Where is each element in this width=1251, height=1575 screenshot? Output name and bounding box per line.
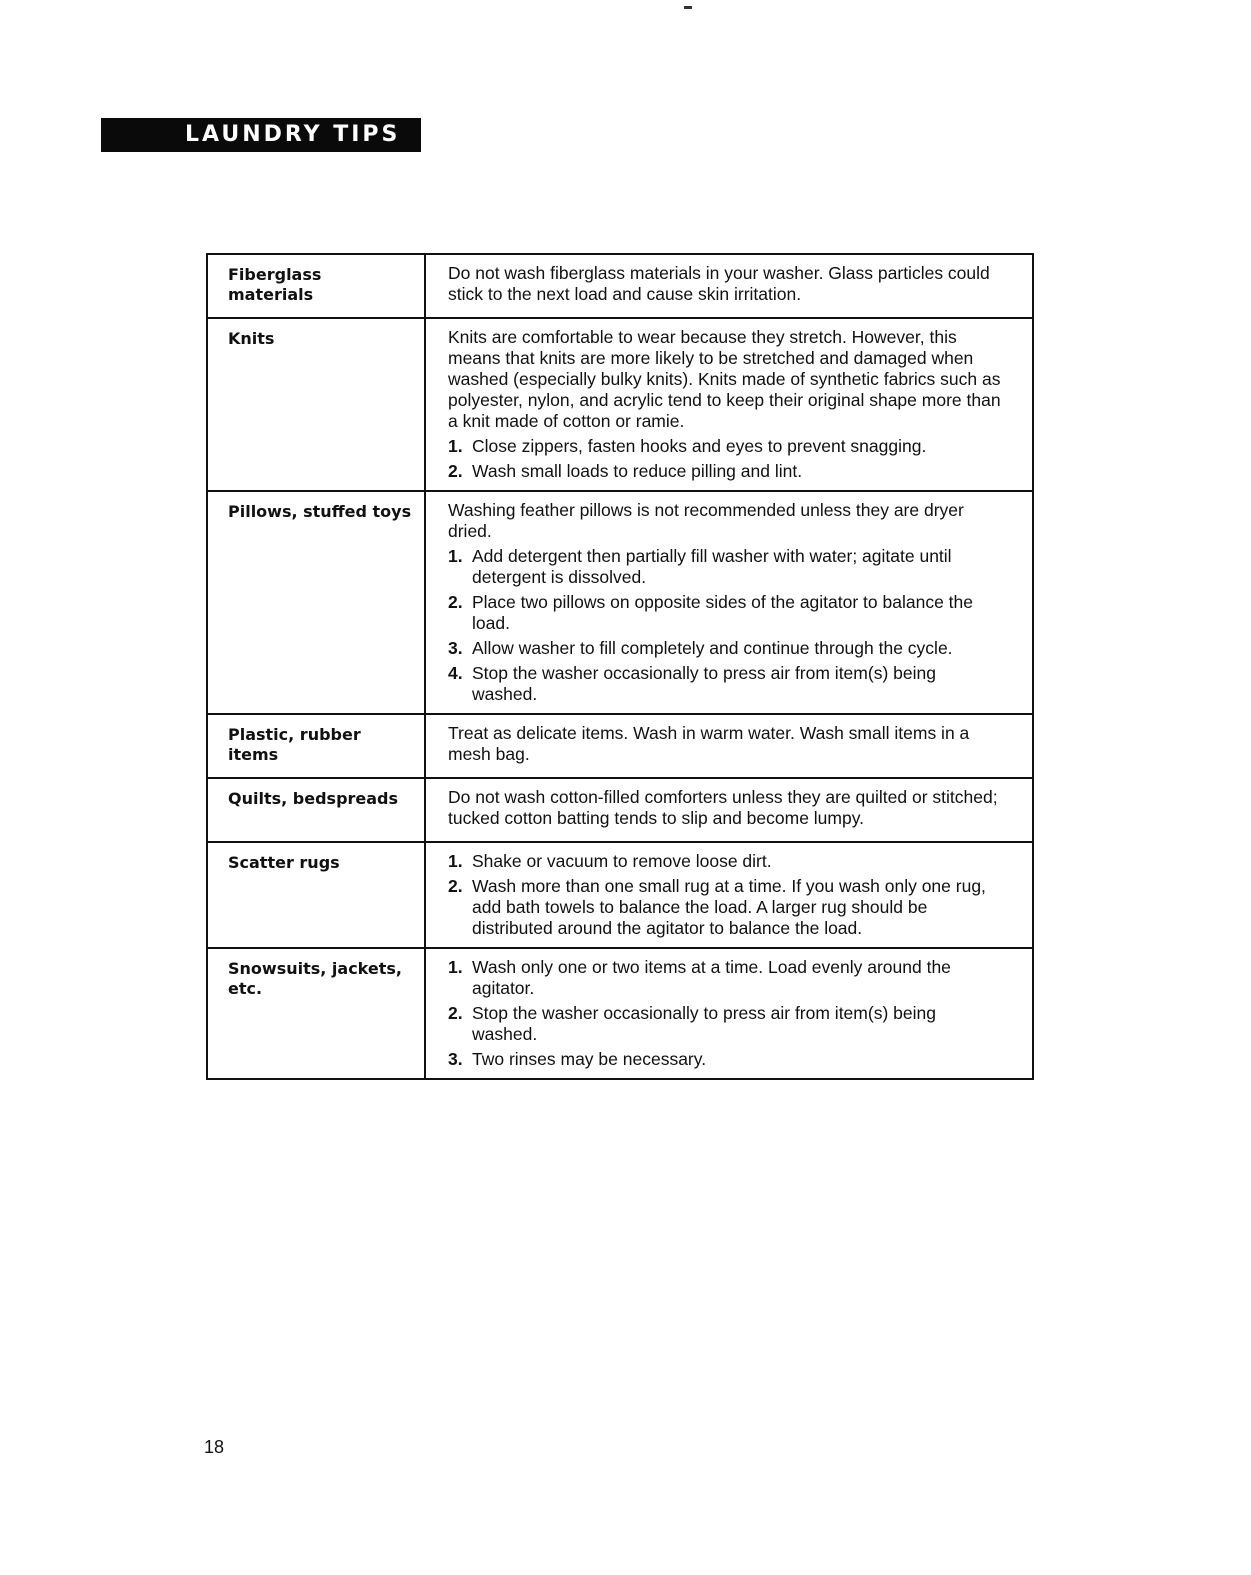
step-item <box>448 876 1002 939</box>
step-text: Stop the washer occasionally to press air from item(s) being washed. <box>472 1003 936 1044</box>
detail-cell <box>425 948 1033 1079</box>
table-row <box>207 842 1033 948</box>
detail-cell <box>425 714 1033 778</box>
table-row <box>207 714 1033 778</box>
step-text: Wash small loads to reduce pilling and lint. <box>472 461 803 481</box>
topic-label: Fiberglass materials <box>228 265 322 304</box>
step-item <box>448 663 1002 705</box>
topic-cell <box>207 948 425 1079</box>
laundry-tips-table <box>206 253 1034 1080</box>
step-number: 3. <box>448 638 463 658</box>
detail-cell <box>425 318 1033 491</box>
detail-cell <box>425 491 1033 714</box>
step-text: Two rinses may be necessary. <box>472 1049 707 1069</box>
step-number: 1. <box>448 436 463 456</box>
step-text: Close zippers, fasten hooks and eyes to prevent snagging. <box>472 436 927 456</box>
step-list <box>448 436 1002 482</box>
step-list <box>448 546 1002 705</box>
step-list <box>448 957 1002 1070</box>
section-title: LAUNDRY TIPS <box>185 122 401 147</box>
topic-cell <box>207 842 425 948</box>
step-text: Stop the washer occasionally to press air from item(s) being washed. <box>472 663 936 704</box>
topic-cell <box>207 318 425 491</box>
topic-cell <box>207 778 425 842</box>
topic-cell <box>207 714 425 778</box>
step-item <box>448 1003 1002 1045</box>
table-row <box>207 318 1033 491</box>
step-number: 2. <box>448 1003 463 1023</box>
step-item <box>448 546 1002 588</box>
step-number: 2. <box>448 592 463 612</box>
step-text: Place two pillows on opposite sides of the agitator to balance the load. <box>472 592 974 633</box>
topic-label: Plastic, rubber items <box>228 725 361 764</box>
detail-cell <box>425 842 1033 948</box>
topic-label: Knits <box>228 329 275 348</box>
page-number: 18 <box>204 1437 225 1457</box>
step-number: 3. <box>448 1049 463 1069</box>
detail-text: Washing feather pillows is not recommended unless they are dryer dried. <box>448 500 964 541</box>
detail-text: Treat as delicate items. Wash in warm water. Wash small items in a mesh bag. <box>448 723 970 764</box>
step-item <box>448 436 1002 457</box>
detail-cell <box>425 778 1033 842</box>
detail-text: Do not wash fiberglass materials in your washer. Glass particles could stick to the next load and cause skin irritation. <box>448 263 990 304</box>
topic-label: Snowsuits, jackets, etc. <box>228 959 402 998</box>
step-text: Allow washer to fill completely and continue through the cycle. <box>472 638 953 658</box>
detail-text: Knits are comfortable to wear because they stretch. However, this means that knits are more likely to be stretched and damaged when washed (especially bulky knits). Knits made of synthetic fabrics such as polyester, nylon, and acrylic tend to keep their original shape more than a knit made of cotton or ramie. <box>448 327 1001 431</box>
step-list <box>448 851 1002 939</box>
step-number: 1. <box>448 546 463 566</box>
step-text: Add detergent then partially fill washer with water; agitate until detergent is dissolved. <box>472 546 952 587</box>
scan-mark <box>684 6 692 9</box>
topic-label: Quilts, bedspreads <box>228 789 399 808</box>
topic-label: Pillows, stuffed toys <box>228 502 412 521</box>
topic-cell <box>207 491 425 714</box>
section-banner <box>101 118 421 152</box>
step-number: 4. <box>448 663 463 683</box>
step-text: Shake or vacuum to remove loose dirt. <box>472 851 772 871</box>
step-item <box>448 957 1002 999</box>
table-row <box>207 778 1033 842</box>
step-text: Wash more than one small rug at a time. If you wash only one rug, add bath towels to balance the load. A larger rug should be distributed around the agitator to balance the load. <box>472 876 986 938</box>
step-number: 2. <box>448 876 463 896</box>
topic-label: Scatter rugs <box>228 853 340 872</box>
step-number: 2. <box>448 461 463 481</box>
step-number: 1. <box>448 957 463 977</box>
detail-cell <box>425 254 1033 318</box>
step-item <box>448 851 1002 872</box>
step-item <box>448 592 1002 634</box>
table-row <box>207 491 1033 714</box>
step-item <box>448 638 1002 659</box>
step-number: 1. <box>448 851 463 871</box>
table-row <box>207 254 1033 318</box>
table-row <box>207 948 1033 1079</box>
step-item <box>448 1049 1002 1070</box>
topic-cell <box>207 254 425 318</box>
detail-text: Do not wash cotton-filled comforters unless they are quilted or stitched; tucked cotton batting tends to slip and become lumpy. <box>448 787 998 828</box>
step-item <box>448 461 1002 482</box>
step-text: Wash only one or two items at a time. Load evenly around the agitator. <box>472 957 951 998</box>
